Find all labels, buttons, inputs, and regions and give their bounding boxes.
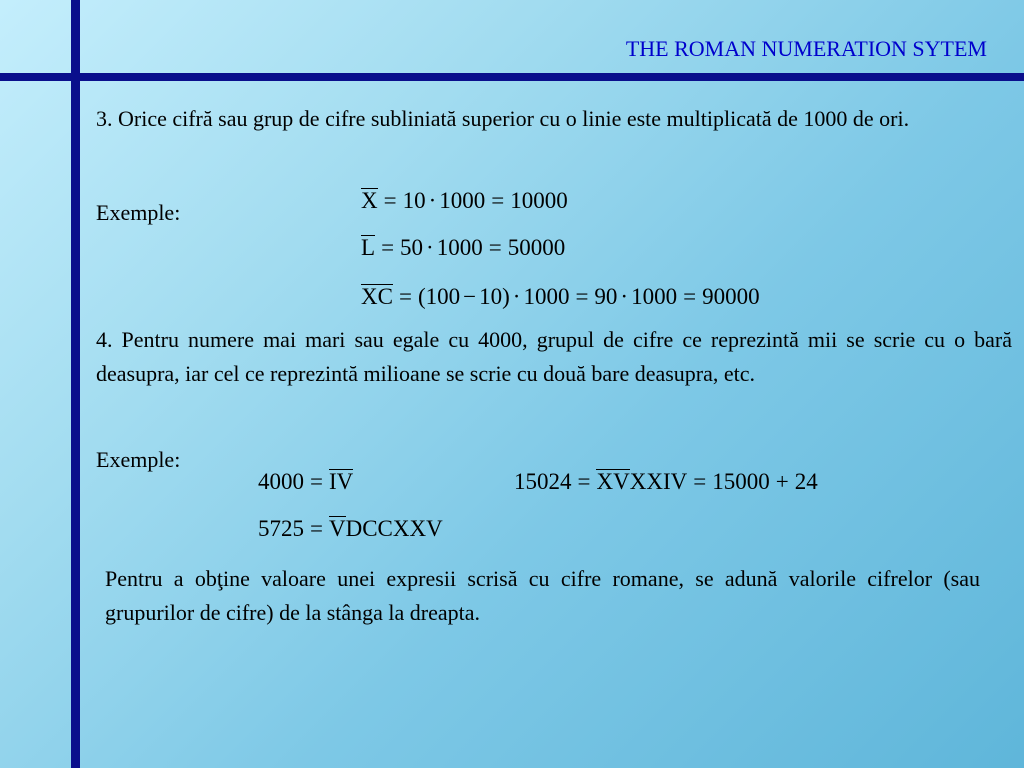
equation-5725: [258, 516, 443, 542]
factor: 1000: [631, 284, 678, 309]
examples-label-2: Exemple:: [96, 447, 181, 472]
slide-title: THE ROMAN NUMERATION SYTEM: [625, 36, 987, 61]
number: 15024: [514, 469, 572, 494]
equation-l: [361, 235, 565, 261]
addend: 15000: [712, 469, 770, 494]
overlined-numeral: X: [361, 188, 378, 213]
equation-xc: [361, 284, 760, 310]
plus-sign: +: [775, 469, 789, 494]
factor: 1000: [523, 284, 570, 309]
equals-sign: =: [683, 284, 697, 309]
factor: 10: [402, 188, 426, 213]
closing-text: Pentru a obţine valoare unei expresii scrisă cu cifre romane, se adună valorile cifrelor (sau grupurilor de cifre) de la stânga la dreapta.: [105, 566, 980, 625]
rule-3-text: 3. Orice cifră sau grup de cifre subliniată superior cu o linie este multiplicată de 1000 de ori.: [96, 106, 910, 131]
number: 4000: [258, 469, 304, 494]
horizontal-accent-bar: [0, 73, 1024, 81]
numeral-rest: DCCXXV: [345, 516, 443, 541]
result: 50000: [507, 235, 566, 260]
factor: 1000: [439, 188, 486, 213]
examples-label-1: Exemple:: [96, 200, 181, 225]
number: 5725: [258, 516, 304, 541]
equation-4000: [258, 469, 353, 495]
times-dot: ·: [428, 188, 437, 213]
group-open: (100: [417, 284, 461, 309]
result: 90000: [702, 284, 760, 309]
equals-sign: =: [383, 188, 397, 213]
rule-4-text: 4. Pentru numere mai mari sau egale cu 4000, grupul de cifre ce reprezintă mii se scrie cu o bară deasupra, iar cel ce reprezintă milioane se scrie cu două bare deasupra, etc.: [96, 327, 1012, 386]
overlined-numeral: V: [328, 516, 346, 541]
overlined-numeral: XC: [361, 284, 393, 309]
overlined-numeral: L: [361, 235, 376, 260]
equals-sign: =: [577, 469, 591, 494]
equals-sign: =: [310, 516, 323, 541]
times-dot: ·: [512, 284, 521, 309]
result: 10000: [510, 188, 568, 213]
equals-sign: =: [381, 235, 395, 260]
equals-sign: =: [693, 469, 707, 494]
equals-sign: =: [310, 469, 323, 494]
minus-sign: −: [463, 284, 477, 309]
group-close: 10): [479, 284, 510, 309]
factor: 1000: [436, 235, 483, 260]
equals-sign: =: [398, 284, 412, 309]
vertical-accent-bar: [71, 0, 80, 768]
overlined-numeral: XV: [596, 469, 630, 494]
equation-15024: [514, 469, 818, 495]
equals-sign: =: [488, 235, 502, 260]
equals-sign: =: [575, 284, 589, 309]
overlined-numeral: IV: [328, 469, 354, 494]
addend: 24: [794, 469, 818, 494]
equals-sign: =: [491, 188, 505, 213]
factor: 90: [594, 284, 618, 309]
equation-x: [361, 188, 568, 214]
times-dot: ·: [620, 284, 629, 309]
times-dot: ·: [426, 235, 434, 260]
numeral-rest: XXIV: [629, 469, 688, 494]
factor: 50: [400, 235, 424, 260]
